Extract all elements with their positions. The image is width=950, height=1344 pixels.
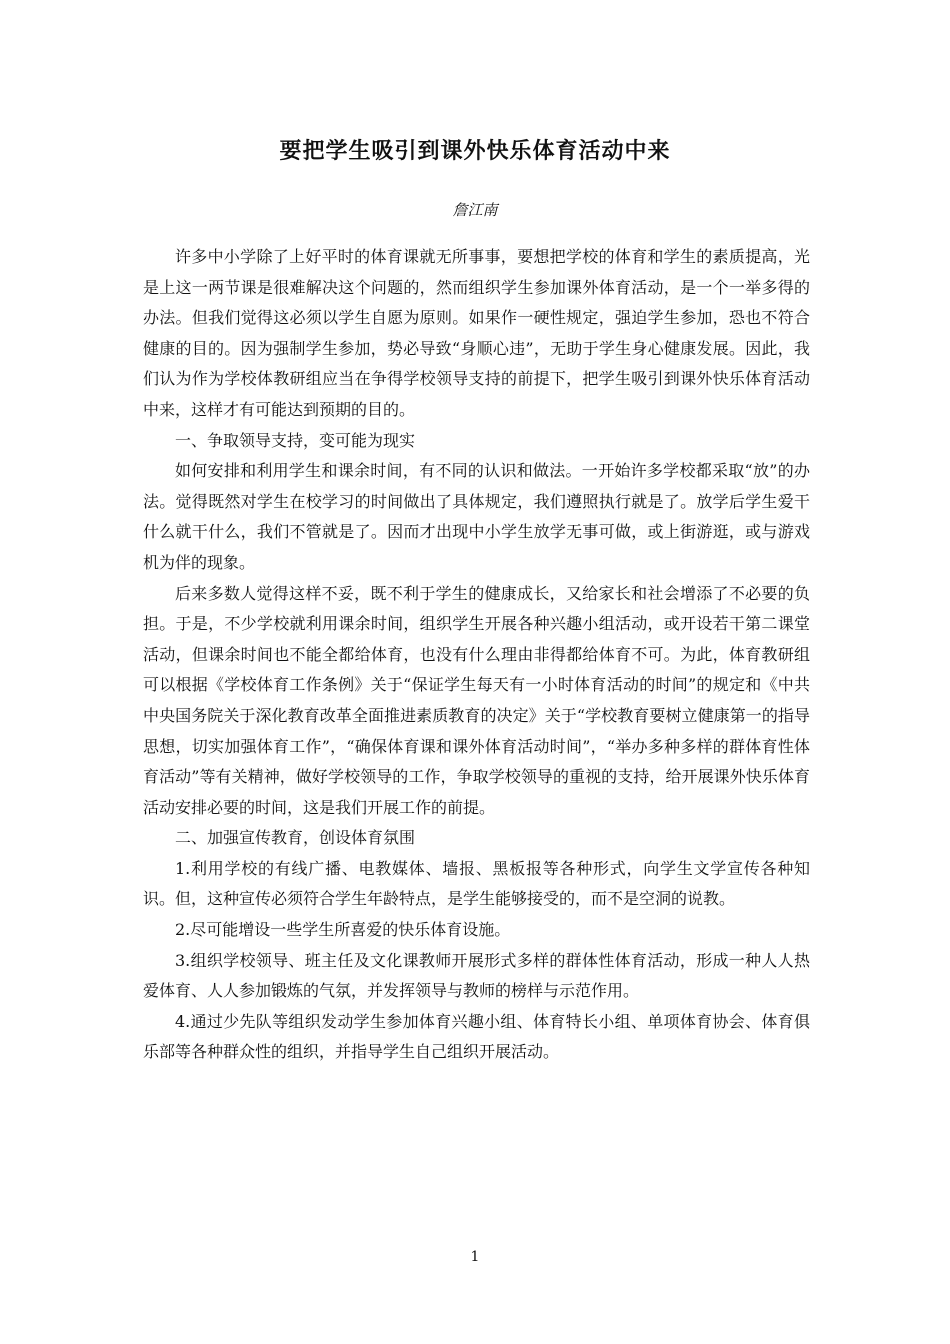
- list-item-2: 2.尽可能增设一些学生所喜爱的快乐体育设施。: [175, 920, 511, 940]
- document-title: 要把学生吸引到课外快乐体育活动中来: [279, 138, 671, 164]
- document-author: 詹江南: [452, 201, 498, 219]
- section-heading-2: 二、加强宣传教育，创设体育氛围: [175, 828, 416, 848]
- list-item-3: 3.组织学校领导、班主任及文化课教师开展形式多样的群体性体育活动，形成一种人人热爱体育、人人参加锻炼的气氛，并发挥领导与教师的榜样与示范作用。: [143, 950, 810, 1001]
- page-number: 1: [470, 1249, 480, 1265]
- list-item-4: 4.通过少先队等组织发动学生参加体育兴趣小组、体育特长小组、单项体育协会、体育俱乐部等各种群众性的组织，并指导学生自己组织开展活动。: [143, 1011, 810, 1062]
- document-body: [143, 242, 810, 1068]
- paragraph: 如何安排和利用学生和课余时间，有不同的认识和做法。一开始许多学校都采取“放”的办法。觉得既然对学生在校学习的时间做出了具体规定，我们遵照执行就是了。放学后学生爱干什么就干什么，我们不管就是了。因而才出现中小学生放学无事可做，或上街游逛，或与游戏机为伴的现象。: [143, 461, 810, 572]
- paragraph-intro: 许多中小学除了上好平时的体育课就无所事事，要想把学校的体育和学生的素质提高，光是上这一两节课是很难解决这个问题的，然而组织学生参加课外体育活动，是一个一举多得的办法。但我们觉得这必须以学生自愿为原则。如果作一硬性规定，强迫学生参加，恐也不符合健康的目的。因为强制学生参加，势必导致“身顺心违”，无助于学生身心健康发展。因此，我们认为作为学校体教研组应当在争得学校领导支持的前提下，把学生吸引到课外快乐体育活动中来，这样才有可能达到预期的目的。: [143, 247, 810, 419]
- list-item-1: 1.利用学校的有线广播、电教媒体、墙报、黑板报等各种形式，向学生文学宣传各种知识。但，这种宣传必须符合学生年龄特点，是学生能够接受的，而不是空洞的说教。: [143, 858, 810, 909]
- paragraph: 后来多数人觉得这样不妥，既不利于学生的健康成长，又给家长和社会增添了不必要的负担。于是，不少学校就利用课余时间，组织学生开展各种兴趣小组活动，或开设若干第二课堂活动，但课余时间也不能全都给体育，也没有什么理由非得都给体育不可。为此，体育教研组可以根据《学校体育工作条例》关于“保证学生每天有一小时体育活动的时间”的规定和《中共中央国务院关于深化教育改革全面推进素质教育的决定》关于“学校教育要树立健康第一的指导思想，切实加强体育工作”，“确保体育课和课外体育活动时间”，“举办多种多样的群体育性体育活动”等有关精神，做好学校领导的工作，争取学校领导的重视的支持，给开展课外快乐体育活动安排必要的时间，这是我们开展工作的前提。: [143, 583, 810, 817]
- section-heading-1: 一、争取领导支持，变可能为现实: [175, 430, 416, 450]
